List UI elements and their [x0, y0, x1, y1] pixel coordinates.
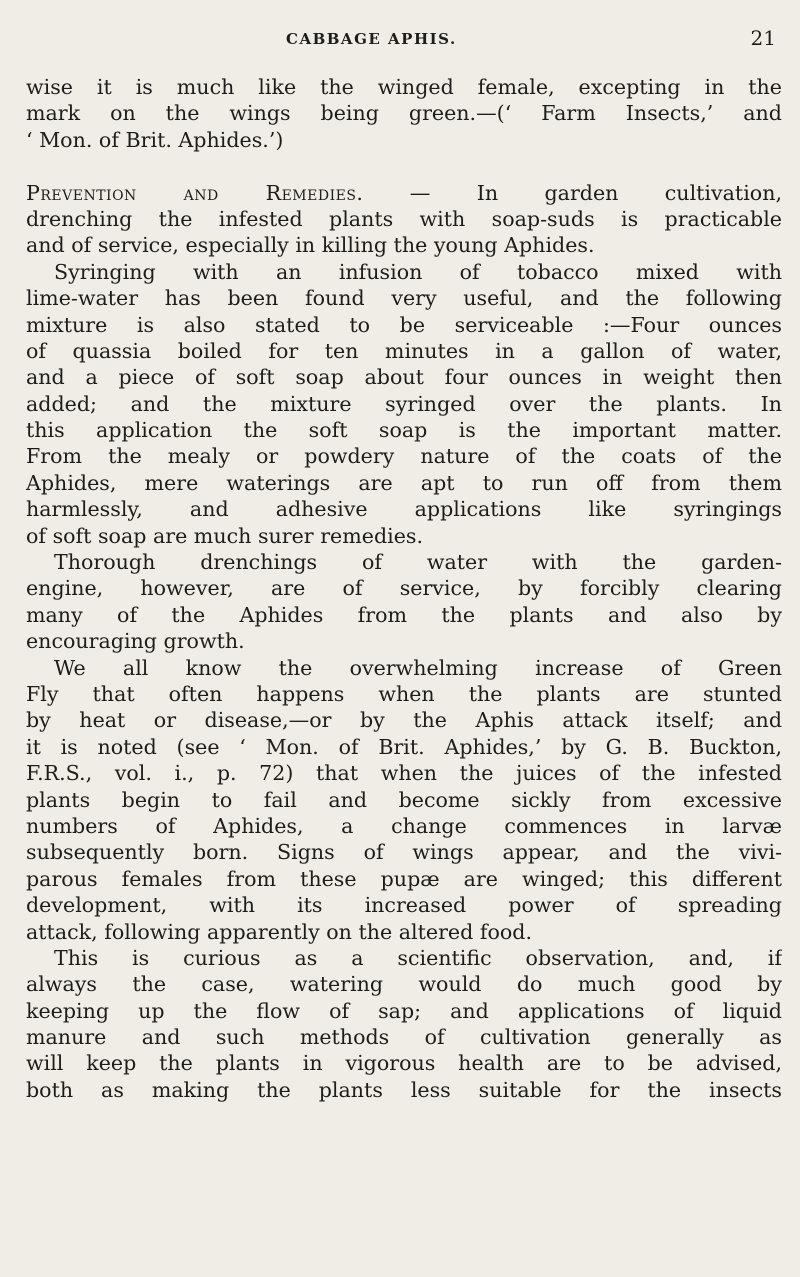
text-line: engine, however, are of service, by forcibly clearing — [26, 576, 782, 601]
text-line: attack, following apparently on the altered food. — [26, 919, 532, 944]
text-line: added; and the mixture syringed over the plants. In — [26, 391, 782, 416]
text-line: manure and such methods of cultivation generally as — [26, 1025, 782, 1050]
text-line: mark on the wings being green.—(‘ Farm Insects,’ and — [26, 101, 782, 126]
running-head: CABBAGE APHIS. — [286, 30, 457, 48]
text-line: Thorough drenchings of water with the garden- — [54, 550, 782, 575]
text-line: and of service, especially in killing the young Aphides. — [26, 233, 595, 258]
body-text — [26, 74, 782, 1103]
text-line: many of the Aphides from the plants and also by — [26, 602, 782, 627]
text-line: both as making the plants less suitable for the insects — [26, 1077, 782, 1102]
text-line — [26, 153, 782, 179]
text-line: by heat or disease,—or by the Aphis attack itself; and — [26, 708, 782, 733]
text-line: and a piece of soft soap about four ounces in weight then — [26, 365, 782, 390]
text-line: mixture is also stated to be serviceable :—Four ounces — [26, 312, 782, 337]
section-heading-continuation: — In garden cultivation, — [363, 180, 782, 205]
text-line: From the mealy or powdery nature of the coats of the — [26, 444, 782, 469]
text-line: will keep the plants in vigorous health are to be advised, — [26, 1051, 782, 1076]
text-line: parous females from these pupæ are winged; this different — [26, 866, 782, 891]
text-line: We all know the overwhelming increase of Green — [54, 655, 782, 680]
text-line: encouraging growth. — [26, 629, 245, 654]
text-line: This is curious as a scientific observation, and, if — [54, 945, 782, 970]
text-line: of soft soap are much surer remedies. — [26, 523, 424, 548]
text-line: subsequently born. Signs of wings appear, and the vivi- — [26, 840, 782, 865]
text-line: lime-water has been found very useful, and the following — [26, 286, 782, 311]
text-line: keeping up the flow of sap; and applications of liquid — [26, 998, 782, 1023]
text-line: Fly that often happens when the plants are stunted — [26, 681, 782, 706]
text-line: ‘ Mon. of Brit. Aphides.’) — [26, 127, 284, 152]
page-number: 21 — [750, 26, 776, 50]
text-line — [26, 180, 782, 206]
text-line: numbers of Aphides, a change commences in larvæ — [26, 813, 782, 838]
text-line: plants begin to fail and become sickly from excessive — [26, 787, 782, 812]
text-line: F.R.S., vol. i., p. 72) that when the juices of the infested — [26, 761, 782, 786]
text-line: always the case, watering would do much good by — [26, 972, 782, 997]
text-line: drenching the infested plants with soap-suds is practicable — [26, 206, 782, 231]
text-line: harmlessly, and adhesive applications like syringings — [26, 497, 782, 522]
text-line: this application the soft soap is the important matter. — [26, 418, 782, 443]
text-line: Syringing with an infusion of tobacco mixed with — [54, 259, 782, 284]
text-line: it is noted (see ‘ Mon. of Brit. Aphides,’ by G. B. Buckton, — [26, 734, 782, 759]
section-heading: Prevention and Remedies. — [26, 180, 364, 205]
text-line: development, with its increased power of spreading — [26, 893, 782, 918]
text-line: Aphides, mere waterings are apt to run off from them — [26, 470, 782, 495]
text-line: of quassia boiled for ten minutes in a gallon of water, — [26, 338, 782, 363]
text-line: wise it is much like the winged female, excepting in the — [26, 75, 782, 99]
